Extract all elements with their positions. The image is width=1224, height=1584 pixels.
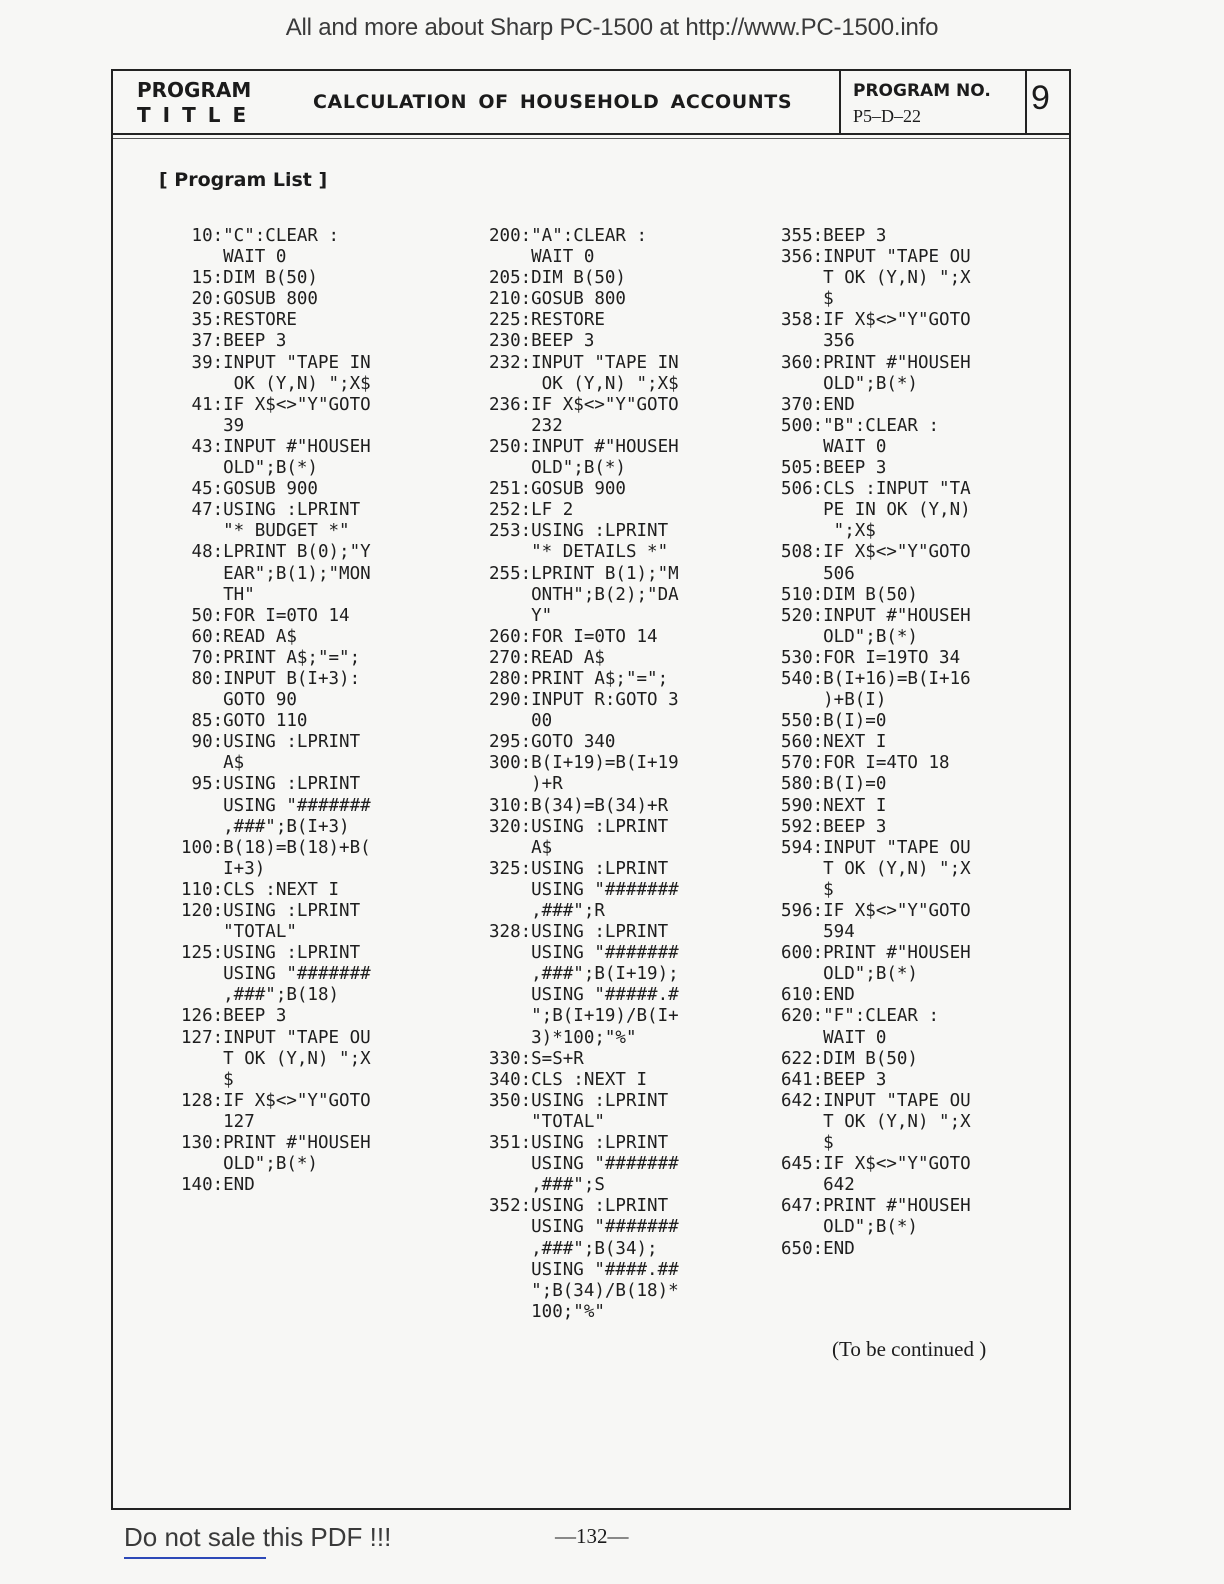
code-line: ";X$ [781,521,876,542]
code-line: 48:LPRINT B(0);"Y [181,542,371,563]
code-line: 356 [781,331,855,352]
footer-note: Do not sale this PDF !!! [124,1522,392,1552]
program-no: P5–D–22 [853,106,922,126]
code-line: 280:PRINT A$;"="; [489,668,669,689]
code-line: 100;"%" [489,1301,605,1322]
code-line: T OK (Y,N) ";X [181,1048,371,1069]
code-line: USING "####### [181,964,371,985]
listing-column-1 [181,226,371,1196]
code-line: 120:USING :LPRINT [181,901,361,921]
code-line: 650:END [781,1238,855,1259]
page-number: —132— [555,1524,629,1548]
code-line: "* BUDGET *" [181,521,350,542]
code-line: 232 [489,415,563,436]
code-line: GOTO 90 [181,690,297,711]
code-line: T OK (Y,N) ";X [781,1111,971,1132]
code-line: ,###";R [489,901,605,921]
code-line: 20:GOSUB 800 [181,289,318,310]
code-line: 230:BEEP 3 [489,331,595,352]
code-line: USING "####### [489,1217,679,1238]
code-line: ";B(34)/B(18)* [489,1280,679,1301]
code-line: 592:BEEP 3 [781,816,887,837]
code-line: 370:END [781,394,855,415]
site-note: All and more about Sharp PC-1500 at http://www.PC-1500.info [285,14,939,41]
program-label: PROGRAM [137,78,252,102]
code-line: 253:USING :LPRINT [489,521,669,542]
code-line: 47:USING :LPRINT [181,500,361,521]
code-line: 610:END [781,985,855,1006]
code-line: 328:USING :LPRINT [489,922,669,943]
code-line: ,###";B(I+3) [181,816,350,837]
code-line: 358:IF X$<>"Y"GOTO [781,310,971,331]
code-line: ,###";B(I+19); [489,964,679,985]
code-line: 320:USING :LPRINT [489,816,669,837]
code-line: 45:GOSUB 900 [181,479,318,500]
program-title: CALCULATION OF HOUSEHOLD ACCOUNTS [313,91,793,113]
code-line: 340:CLS :NEXT I [489,1069,648,1090]
code-line: 590:NEXT I [781,795,887,816]
code-line: 530:FOR I=19TO 34 [781,647,961,668]
code-line: 500:"B":CLEAR : [781,415,940,436]
code-line: USING "####### [489,879,679,900]
footer-underline [124,1557,266,1559]
continued-note: (To be continued ) [832,1337,987,1361]
code-line: WAIT 0 [181,247,287,268]
code-line: USING "####### [181,795,371,816]
code-line: 15:DIM B(50) [181,268,318,289]
code-line: 645:IF X$<>"Y"GOTO [781,1154,971,1175]
title-label: TITLE [137,103,259,127]
code-line: EAR";B(1);"MON [181,563,371,584]
code-line: "* DETAILS *" [489,542,669,563]
code-line: 620:"F":CLEAR : [781,1006,940,1027]
code-line: ,###";B(34); [489,1238,658,1259]
code-line: 510:DIM B(50) [781,584,918,605]
code-line: TH" [181,584,255,605]
code-line: T OK (Y,N) ";X [781,268,971,289]
code-line: I+3) [181,858,266,879]
code-line: 520:INPUT #"HOUSEH [781,605,971,626]
code-line: 85:GOTO 110 [181,711,308,732]
code-line: OLD";B(*) [181,1154,318,1175]
code-line: 540:B(I+16)=B(I+16 [781,668,971,689]
code-line: 130:PRINT #"HOUSEH [181,1133,371,1154]
code-line: ONTH";B(2);"DA [489,584,679,605]
code-line: 110:CLS :NEXT I [181,879,340,900]
program-sheet [111,69,1071,1510]
code-line: 39 [181,415,245,436]
code-line: 127:INPUT "TAPE OU [181,1027,371,1048]
code-line: 39:INPUT "TAPE IN [181,352,371,373]
code-line: ,###";S [489,1175,605,1196]
code-line: 70:PRINT A$;"="; [181,647,361,668]
code-line: 352:USING :LPRINT [489,1196,669,1217]
code-line: 560:NEXT I [781,732,887,753]
code-line: 260:FOR I=0TO 14 [489,626,658,647]
code-line: OLD";B(*) [781,373,918,394]
code-line: USING "####### [489,1154,679,1175]
code-line: $ [781,879,834,900]
code-line: 505:BEEP 3 [781,458,887,479]
code-line: 570:FOR I=4TO 18 [781,753,950,774]
code-line: $ [781,289,834,310]
code-line: ";B(I+19)/B(I+ [489,1006,679,1027]
code-line: 50:FOR I=0TO 14 [181,605,350,626]
code-line: 594 [781,922,855,943]
code-line: ,###";B(18) [181,985,340,1006]
code-line: 550:B(I)=0 [781,711,887,732]
code-line: )+B(I) [781,690,887,711]
listing-column-3 [781,226,971,1260]
code-line: "TOTAL" [489,1111,605,1132]
code-line: 232:INPUT "TAPE IN [489,352,679,373]
code-line: 641:BEEP 3 [781,1069,887,1090]
code-line: )+R [489,774,563,795]
code-line: 10:"C":CLEAR : [181,226,340,246]
code-line: A$ [489,837,553,858]
code-line: OLD";B(*) [781,1217,918,1238]
code-line: 642 [781,1175,855,1196]
code-line: 37:BEEP 3 [181,331,287,352]
code-line: 3)*100;"%" [489,1027,637,1048]
code-line: 236:IF X$<>"Y"GOTO [489,394,679,415]
code-line: 330:S=S+R [489,1048,584,1069]
code-line: 325:USING :LPRINT [489,858,669,879]
code-line: 255:LPRINT B(1);"M [489,563,679,584]
code-line: 508:IF X$<>"Y"GOTO [781,542,971,563]
code-line: 300:B(I+19)=B(I+19 [489,753,679,774]
code-line: 355:BEEP 3 [781,226,887,246]
code-line: 251:GOSUB 900 [489,479,626,500]
code-line: 506 [781,563,855,584]
code-line: 60:READ A$ [181,626,297,647]
code-line: WAIT 0 [781,1027,887,1048]
code-line: 310:B(34)=B(34)+R [489,795,669,816]
code-line: $ [781,1133,834,1154]
code-line: 594:INPUT "TAPE OU [781,837,971,858]
code-line: OLD";B(*) [181,458,318,479]
program-no-label: PROGRAM NO. [853,81,991,101]
code-line: WAIT 0 [489,247,595,268]
code-line: OLD";B(*) [489,458,626,479]
header-divider [839,71,841,133]
code-line: 250:INPUT #"HOUSEH [489,436,679,457]
code-line: OK (Y,N) ";X$ [489,373,679,394]
code-line: 252:LF 2 [489,500,574,521]
code-line: 90:USING :LPRINT [181,732,361,753]
sheet-number: 9 [1031,79,1050,117]
code-line: 128:IF X$<>"Y"GOTO [181,1090,371,1111]
code-line: 126:BEEP 3 [181,1006,287,1027]
code-line: OLD";B(*) [781,626,918,647]
code-line: 35:RESTORE [181,310,297,331]
code-line: 506:CLS :INPUT "TA [781,479,971,500]
code-line: 270:READ A$ [489,647,605,668]
code-line: 350:USING :LPRINT [489,1090,669,1111]
code-line: 200:"A":CLEAR : [489,226,648,246]
code-line: 600:PRINT #"HOUSEH [781,943,971,964]
code-line: 43:INPUT #"HOUSEH [181,436,371,457]
code-line: PE IN OK (Y,N) [781,500,971,521]
program-header [113,71,1069,135]
code-line: 290:INPUT R:GOTO 3 [489,690,679,711]
code-line: 127 [181,1111,255,1132]
code-line: 295:GOTO 340 [489,732,616,753]
code-line: USING "#####.# [489,985,679,1006]
code-line: 356:INPUT "TAPE OU [781,247,971,268]
code-line: 100:B(18)=B(18)+B( [181,837,371,858]
code-line: OLD";B(*) [781,964,918,985]
code-line: 205:DIM B(50) [489,268,626,289]
code-line: 210:GOSUB 800 [489,289,626,310]
header-divider [1025,71,1027,133]
code-line: OK (Y,N) ";X$ [181,373,371,394]
code-line: 41:IF X$<>"Y"GOTO [181,394,371,415]
code-line: 642:INPUT "TAPE OU [781,1090,971,1111]
code-line: 00 [489,711,553,732]
code-line: Y" [489,605,553,626]
code-line: A$ [181,753,245,774]
code-line: "TOTAL" [181,922,297,943]
section-heading: [ Program List ] [159,169,328,191]
code-line: 596:IF X$<>"Y"GOTO [781,901,971,921]
code-line: 622:DIM B(50) [781,1048,918,1069]
code-line: 140:END [181,1175,255,1196]
code-line: 580:B(I)=0 [781,774,887,795]
listing-column-2 [489,226,679,1323]
code-line: 225:RESTORE [489,310,605,331]
code-line: $ [181,1069,234,1090]
code-line: WAIT 0 [781,436,887,457]
code-line: 351:USING :LPRINT [489,1133,669,1154]
code-line: T OK (Y,N) ";X [781,858,971,879]
code-line: 647:PRINT #"HOUSEH [781,1196,971,1217]
code-line: 360:PRINT #"HOUSEH [781,352,971,373]
code-line: 95:USING :LPRINT [181,774,361,795]
code-line: USING "####### [489,943,679,964]
code-line: 125:USING :LPRINT [181,943,361,964]
code-line: USING "####.## [489,1259,679,1280]
code-line: 80:INPUT B(I+3): [181,668,361,689]
